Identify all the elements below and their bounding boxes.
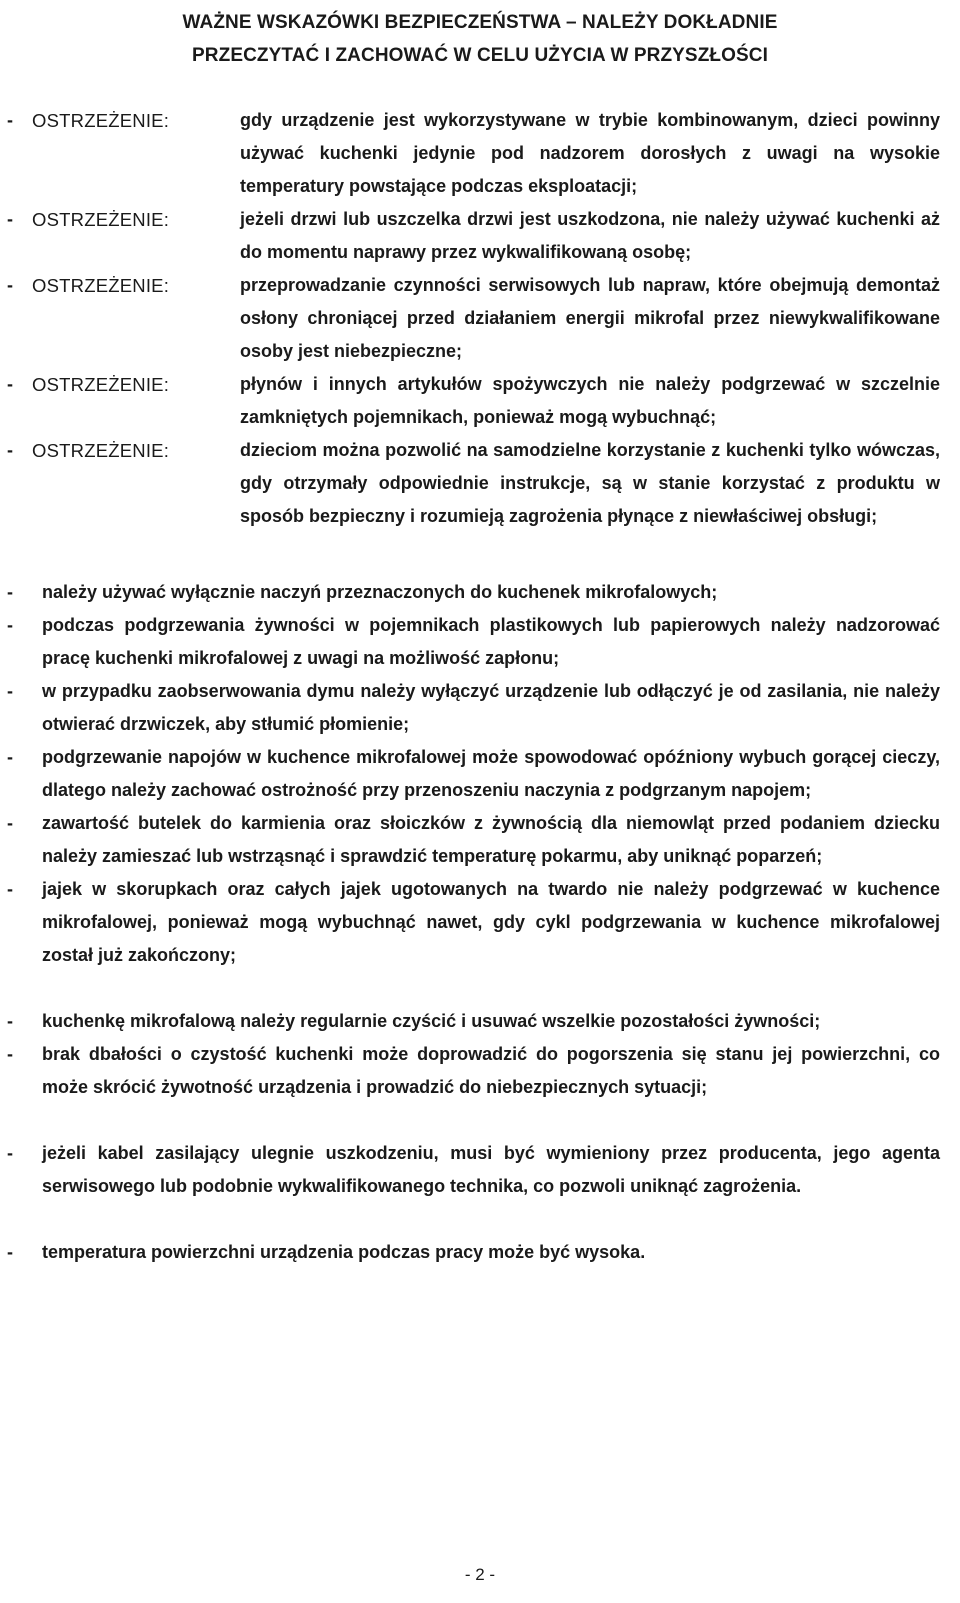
warning-item — [0, 269, 960, 368]
warning-label: OSTRZEŻENIE: — [32, 374, 170, 395]
list-item — [0, 675, 960, 741]
list-item — [0, 1005, 960, 1038]
warning-item — [0, 203, 960, 269]
list-dash: - — [7, 1143, 13, 1163]
list-dash: - — [7, 813, 13, 833]
list-item — [0, 1038, 960, 1104]
list-dash: - — [7, 1242, 13, 1262]
warning-item — [0, 104, 960, 203]
warning-text: gdy urządzenie jest wykorzystywane w trybie kombinowanym, dzieci powinny używać kuchenki jedynie pod nadzorem dorosłych z uwagi na wysokie temperatury powstające podczas eksploatacji; — [240, 110, 940, 196]
list-item-text: kuchenkę mikrofalową należy regularnie czyścić i usuwać wszelkie pozostałości żywności; — [42, 1011, 821, 1031]
warning-label: OSTRZEŻENIE: — [32, 440, 170, 461]
list-dash: - — [7, 110, 13, 130]
warning-item — [0, 368, 960, 434]
list-dash: - — [7, 615, 13, 635]
list-dash: - — [7, 681, 13, 701]
title-line-2: PRZECZYTAĆ I ZACHOWAĆ W CELU UŻYCIA W PRZYSZŁOŚCI — [192, 45, 768, 66]
list-item — [0, 807, 960, 873]
warning-text: jeżeli drzwi lub uszczelka drzwi jest uszkodzona, nie należy używać kuchenki aż do momentu naprawy przez wykwalifikowaną osobę; — [240, 209, 940, 262]
list-item — [0, 1137, 960, 1203]
bullet-list — [0, 576, 960, 1269]
list-item-text: należy używać wyłącznie naczyń przeznaczonych do kuchenek mikrofalowych; — [42, 582, 718, 602]
list-dash: - — [7, 275, 13, 295]
warning-text: dzieciom można pozwolić na samodzielne korzystanie z kuchenki tylko wówczas, gdy otrzymały odpowiednie instrukcje, są w stanie korzystać z produktu w sposób bezpieczny i rozumieją zagrożenia płynące z niewłaściwej obsługi; — [240, 440, 940, 526]
list-dash: - — [7, 879, 13, 899]
list-dash: - — [7, 747, 13, 767]
warning-label: OSTRZEŻENIE: — [32, 209, 170, 230]
spacer — [0, 972, 960, 1005]
warning-text: przeprowadzanie czynności serwisowych lub napraw, które obejmują demontaż osłony chroniącej przed działaniem energii mikrofal przez niewykwalifikowane osoby jest niebezpieczne; — [240, 275, 940, 361]
list-item-text: jajek w skorupkach oraz całych jajek ugotowanych na twardo nie należy podgrzewać w kuchence mikrofalowej, ponieważ mogą wybuchnąć nawet, gdy cykl podgrzewania w kuchence mikrofalowej został już zakończony; — [42, 879, 940, 965]
warning-label: OSTRZEŻENIE: — [32, 110, 170, 131]
list-dash: - — [7, 374, 13, 394]
list-item-text: w przypadku zaobserwowania dymu należy wyłączyć urządzenie lub odłączyć je od zasilania, nie należy otwierać drzwiczek, aby stłumić płomienie; — [42, 681, 940, 734]
list-item-text: temperatura powierzchni urządzenia podczas pracy może być wysoka. — [42, 1242, 646, 1262]
warnings-list — [0, 104, 960, 533]
list-dash: - — [7, 1011, 13, 1031]
list-item — [0, 1236, 960, 1269]
list-item-text: brak dbałości o czystość kuchenki może doprowadzić do pogorszenia się stanu jej powierzchni, co może skrócić żywotność urządzenia i prowadzić do niebezpiecznych sytuacji; — [42, 1044, 940, 1097]
list-item — [0, 576, 960, 609]
document-title — [0, 6, 960, 72]
list-dash: - — [7, 209, 13, 229]
spacer — [0, 1104, 960, 1137]
warning-text: płynów i innych artykułów spożywczych nie należy podgrzewać w szczelnie zamkniętych pojemnikach, ponieważ mogą wybuchnąć; — [240, 374, 940, 427]
list-item-text: jeżeli kabel zasilający ulegnie uszkodzeniu, musi być wymieniony przez producenta, jego agenta serwisowego lub podobnie wykwalifikowanego technika, co pozwoli uniknąć zagrożenia. — [42, 1143, 940, 1196]
list-item-text: podczas podgrzewania żywności w pojemnikach plastikowych lub papierowych należy nadzorować pracę kuchenki mikrofalowej z uwagi na możliwość zapłonu; — [42, 615, 940, 668]
list-item-text: podgrzewanie napojów w kuchence mikrofalowej może spowodować opóźniony wybuch gorącej cieczy, dlatego należy zachować ostrożność przy przenoszeniu naczynia z podgrzanym napojem; — [42, 747, 940, 800]
spacer — [0, 1203, 960, 1236]
page-number: - 2 - — [464, 1565, 496, 1584]
title-line-1: WAŻNE WSKAZÓWKI BEZPIECZEŃSTWA – NALEŻY DOKŁADNIE — [182, 12, 778, 33]
list-dash: - — [7, 440, 13, 460]
list-dash: - — [7, 582, 13, 602]
list-item-text: zawartość butelek do karmienia oraz słoiczków z żywnością dla niemowląt przed podaniem dziecku należy zamieszać lub wstrząsnąć i sprawdzić temperaturę pokarmu, aby uniknąć poparzeń; — [42, 813, 940, 866]
list-item — [0, 873, 960, 972]
list-dash: - — [7, 1044, 13, 1064]
list-item — [0, 741, 960, 807]
warning-item — [0, 434, 960, 533]
warning-label: OSTRZEŻENIE: — [32, 275, 170, 296]
list-item — [0, 609, 960, 675]
